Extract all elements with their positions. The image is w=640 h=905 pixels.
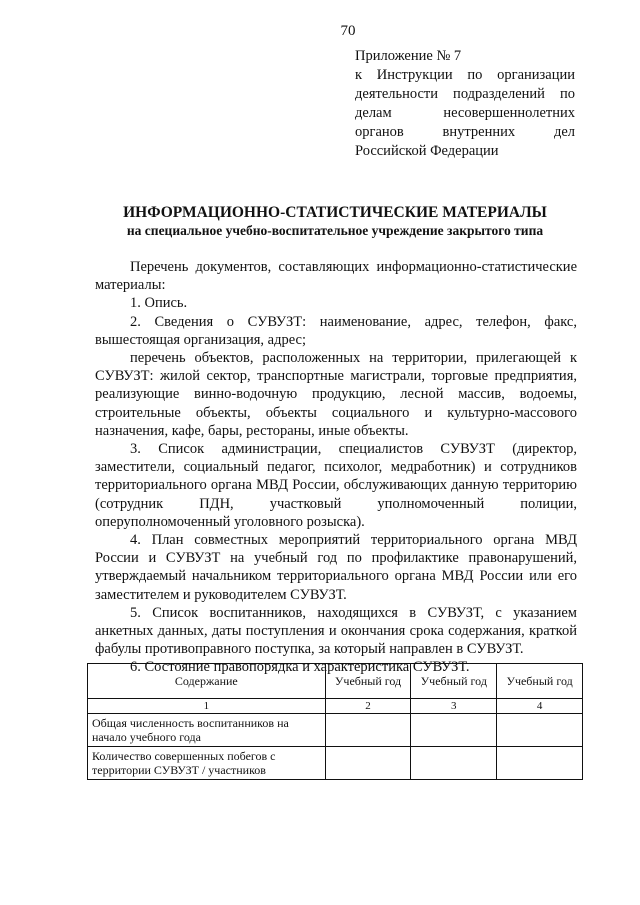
table-number-cell: 1: [88, 699, 326, 714]
paragraph-intro: Перечень документов, составляющих информационно-статистические материалы:: [95, 259, 577, 294]
document-subtitle: на специальное учебно-воспитательное учреждение закрытого типа: [126, 223, 544, 238]
table-cell: [325, 747, 411, 780]
table-cell: [497, 714, 583, 747]
table-header-cell: Учебный год: [411, 664, 497, 699]
table-cell: [497, 747, 583, 780]
table-header-row: [88, 664, 583, 699]
table-number-cell: 2: [325, 699, 411, 714]
paragraph-item-5: 5. Список воспитанников, находящихся в СУВУЗТ, с указанием анкетных данных, даты поступления и окончания срока содержания, краткой фабулы противоправного поступка, за который направлен в СУВУЗТ.: [95, 604, 577, 658]
paragraph-item-1: 1. Опись.: [130, 295, 188, 312]
table-cell: [325, 714, 411, 747]
table-number-row: [88, 699, 583, 714]
paragraph-objects: перечень объектов, расположенных на территории, прилегающей к СУВУЗТ: жилой сектор, транспортные магистрали, торговые предприятия, реализующие винно-водочную продукцию, лесной массив, водоемы, строительные объекты, объекты социального и культурно-массового назначения, кафе, бары, рестораны, иные объекты.: [95, 350, 577, 439]
table-cell: [411, 747, 497, 780]
paragraph-item-6: 6. Состояние правопорядка и характеристика СУВУЗТ.: [130, 659, 470, 676]
table-header-cell: Учебный год: [325, 664, 411, 699]
table-header-cell: Содержание: [88, 664, 326, 699]
document-body: [95, 258, 577, 677]
table-cell: [411, 714, 497, 747]
paragraph-item-2: 2. Сведения о СУВУЗТ: наименование, адрес, телефон, факс, вышестоящая организация, адрес;: [95, 313, 577, 348]
table-row-label: Количество совершенных побегов с территории СУВУЗТ / участников: [88, 747, 326, 780]
paragraph-item-3: 3. Список администрации, специалистов СУВУЗТ (директор, заместители, социальный педагог, психолог, медработник) и сотрудников территориального органа МВД России, обслуживающих данную территорию (сотрудник ПДН, участковый уполномоченный полиции, оперуполномоченный уголовного розыска).: [95, 441, 577, 530]
document-title: ИНФОРМАЦИОННО-СТАТИСТИЧЕСКИЕ МАТЕРИАЛЫ: [123, 204, 547, 221]
page-number: 70: [340, 23, 356, 39]
statistics-table: [87, 663, 583, 780]
appendix-line: делам несовершеннолетних: [355, 105, 575, 121]
appendix-header: [355, 47, 575, 161]
appendix-line: органов внутренних дел: [355, 124, 575, 140]
appendix-line: к Инструкции по организации: [355, 67, 575, 83]
appendix-title: Приложение № 7: [355, 48, 462, 64]
table-row-label: Общая численность воспитанников на начало учебного года: [88, 714, 326, 747]
table-row: [88, 714, 583, 747]
table-number-cell: 3: [411, 699, 497, 714]
table-number-cell: 4: [497, 699, 583, 714]
table-row: [88, 747, 583, 780]
table-header-cell: Учебный год: [497, 664, 583, 699]
appendix-line: деятельности подразделений по: [355, 86, 575, 102]
appendix-line: Российской Федерации: [355, 143, 499, 159]
paragraph-item-4: 4. План совместных мероприятий территориального органа МВД России и СУВУЗТ на учебный год по профилактике правонарушений, утверждаемый начальником территориального органа МВД России или его заместителем и руководителем СУВУЗТ.: [95, 532, 577, 603]
